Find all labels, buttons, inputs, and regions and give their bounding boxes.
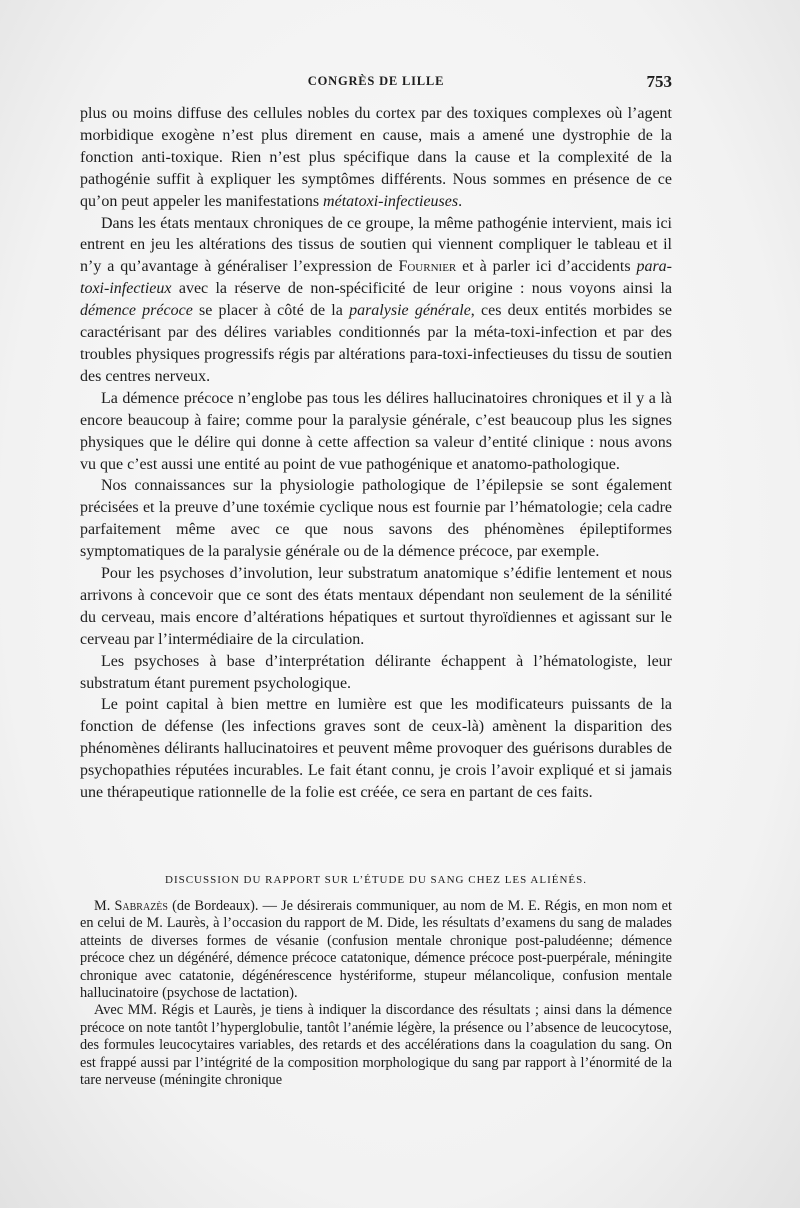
author-sabrazes: Sabrazès (114, 898, 168, 914)
author-fournier: Fournier (398, 258, 457, 276)
term-para-toxi-infectieux: para-toxi-infectieux (80, 258, 672, 298)
body-text (80, 103, 672, 804)
paragraph-3: La démence précoce n’englobe pas tous les délires hallucinatoires chroniques et il y a là encore beaucoup à faire; comme pour la paralysie générale, c’est beaucoup plus les signes physiques que le délire qui donne à cette affection sa valeur d’entité clinique : nous avons vu que c’est aussi une entité au point de vue pathogénique et anatomo-pathologique. (80, 389, 672, 473)
term-metatoxi-infectieuses: métatoxi-infectieuses (323, 192, 459, 210)
paragraph-4: Nos connaissances sur la physiologie pathologique de l’épilepsie se sont également précisées et la preuve d’une toxémie cyclique nous est fournie par l’hématologie; cela cadre parfaitement même avec ce que nous savons des phénomènes épileptiformes symptomatiques de la paralysie générale ou de la démence précoce, par exemple. (80, 477, 672, 561)
discussion-paragraph-1: M. Sabrazès (de Bordeaux). — Je désirerais communiquer, au nom de M. E. Régis, en mon nom et en celui de M. Laurès, à l’occasion du rapport de M. Dide, les résultats d’examens du sang de malades atteints de diverses formes de vésanie (confusion mentale chronique post-paludéenne; démence précoce chez un dégénéré, démence précoce catatonique, démence précoce post-puerpérale, méningite chronique avec catatonie, dégénérescence hystériforme, stupeur mélancolique, confusion mentale hallucinatoire (psychose de lactation). (80, 898, 672, 1002)
term-demence-precoce: démence précoce (80, 302, 193, 320)
page-number: 753 (646, 72, 672, 91)
paragraph-6: Les psychoses à base d’interprétation délirante échappent à l’hématologiste, leur substratum étant purement psychologique. (80, 652, 672, 692)
paragraph-1: plus ou moins diffuse des cellules nobles du cortex par des toxiques complexes où l’agent morbidique exogène n’est plus direment en cause, mais a amené une dystrophie de la fonction anti-toxique. Rien n’est plus spécifique dans la cause et la complexité de la pathogénie suffit à expliquer les symptômes différents. Nous sommes en présence de ce qu’on peut appeler les manifestations métatoxi-infectieuses. (80, 105, 672, 210)
paragraph-7: Le point capital à bien mettre en lumière est que les modificateurs puissants de la fonction de défense (les infections graves sont de ceux-là) amènent la disparition des phénomènes délirants hallucinatoires et peuvent même provoquer des guérisons durables de psychopathies réputées incurables. Le fait étant connu, je crois l’avoir expliqué et si jamais une thérapeutique rationnelle de la folie est créée, ce sera en partant de ces faits. (80, 696, 672, 802)
section-title: DISCUSSION DU RAPPORT SUR L’ÉTUDE DU SANG CHEZ LES ALIÉNÉS. (165, 874, 587, 886)
term-paralysie-generale: paralysie générale (349, 302, 471, 320)
paragraph-2: Dans les états mentaux chroniques de ce groupe, la même pathogénie intervient, mais ici entrent en jeu les altérations des tissus de soutien qui viennent compliquer le tableau et il n’y a qu’avantage à généraliser l’expression de Fournier et à parler ici d’accidents para-toxi-infectieux avec la réserve de non-spécificité de leur origine : nous voyons ainsi la démence précoce se placer à côté de la paralysie générale, ces deux entités morbides se caractérisant par des délires variables conditionnés par la méta-toxi-infection et par des troubles physiques progressifs régis par altérations para-toxi-infectieuses du tissu de soutien des centres nerveux. (80, 214, 673, 385)
paragraph-5: Pour les psychoses d’involution, leur substratum anatomique s’édifie lentement et nous arrivons à concevoir que ce sont des états mentaux dépendant non seulement de la sénilité du cerveau, mais encore d’altérations hépatiques et surtout thyroïdiennes et agissant sur le cerveau par l’intermédiaire de la circulation. (80, 565, 672, 648)
page-header (80, 74, 672, 96)
running-title: CONGRÈS DE LILLE (307, 74, 445, 88)
discussion-paragraph-2: Avec MM. Régis et Laurès, je tiens à indiquer la discordance des résultats ; ainsi dans la démence précoce on note tantôt l’hyperglobulie, tantôt l’anémie légère, la présence ou l’absence de leucocytose, des formules leucocytaires variables, des retards et des accélérations dans la coagulation du sang. On est frappé aussi par l’intégrité de la composition morphologique du sang par rapport à l’énormité de la tare nerveuse (méningite chronique (80, 1002, 672, 1089)
discussion-text (80, 898, 672, 1089)
